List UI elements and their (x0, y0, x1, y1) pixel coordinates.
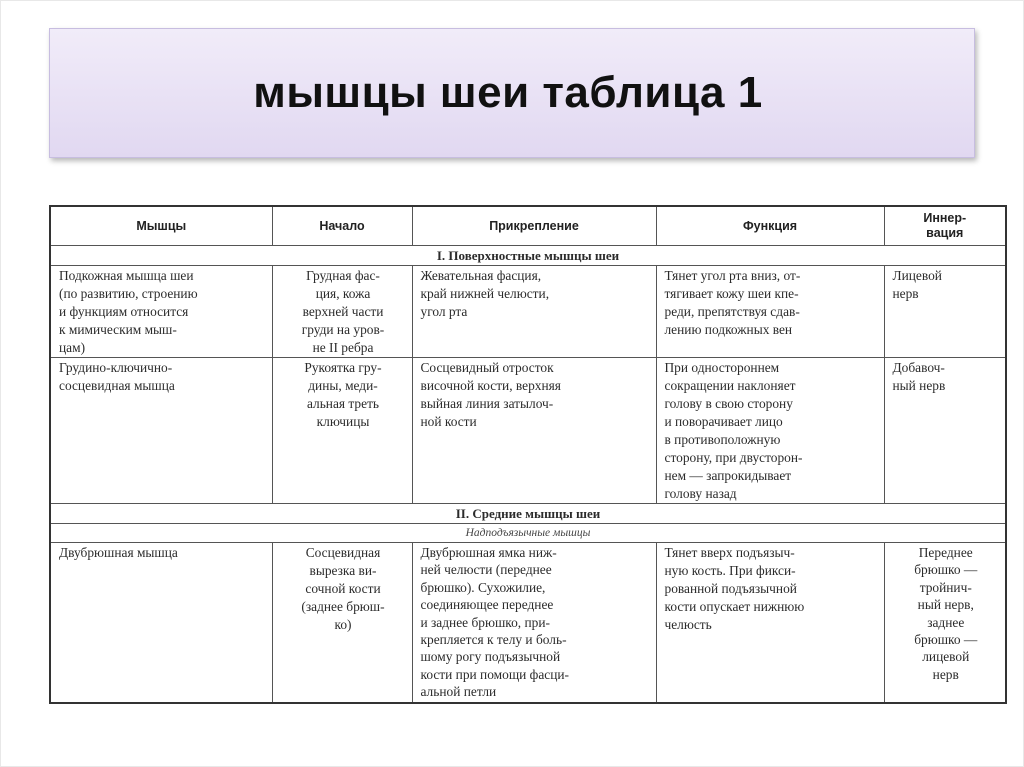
cell-text-line: не II ребра (312, 340, 374, 355)
cell-text-line: угол рта (420, 304, 468, 319)
cell-origin (272, 358, 412, 504)
cell-function (656, 358, 884, 504)
cell-text-line: к мимическим мыш- (59, 322, 177, 337)
cell-text-line: лению подкожных вен (664, 322, 793, 337)
cell-text-line: тройнич- (919, 579, 972, 595)
cell-text-line: ный нерв, (917, 597, 974, 613)
cell-text-line: ный нерв (892, 378, 946, 393)
cell-text-line: голову в свою сторону (664, 396, 793, 411)
cell-text-line: ция, кожа (315, 286, 371, 301)
cell-text-line: нерв (932, 666, 959, 682)
cell-text-line: нерв (892, 286, 919, 301)
cell-text-line: рованной подъязычной (664, 581, 797, 596)
cell-text-line: Двубрюшная ямка ниж- (420, 545, 557, 560)
table-row (50, 266, 1006, 358)
cell-insertion (412, 543, 656, 704)
cell-text-line: брюшко — (914, 562, 978, 578)
cell-text-line: выйная линия затылоч- (420, 396, 554, 411)
cell-text-line: челюсть (664, 617, 712, 632)
cell-text-line: (по развитию, строению (59, 286, 198, 301)
cell-text-line: ключицы (316, 414, 370, 429)
cell-text-line: ко) (334, 617, 352, 632)
cell-text-line: Сосцевидный отросток (420, 360, 554, 375)
cell-innervation (884, 266, 1006, 358)
cell-muscle (50, 266, 272, 358)
table-row (50, 543, 1006, 704)
section-superficial-muscles: I. Поверхностные мышцы шеи (50, 246, 1006, 266)
cell-function (656, 543, 884, 704)
cell-text-line: груди на уров- (301, 322, 385, 337)
cell-text-line: вырезка ви- (309, 563, 377, 578)
cell-text-line: тягивает кожу шеи кпе- (664, 286, 799, 301)
cell-function (656, 266, 884, 358)
cell-text-line: брюшко — (914, 632, 978, 648)
cell-text-line: Двубрюшная мышца (59, 545, 178, 560)
cell-text-line: голову назад (664, 486, 737, 501)
cell-text-line: заднее (927, 614, 965, 630)
cell-insertion (412, 358, 656, 504)
cell-text-line: Добавоч- (892, 360, 945, 375)
title-banner (49, 28, 975, 158)
header-innervation-line1: Иннер- (923, 211, 967, 225)
cell-text-line: (заднее брюш- (301, 599, 385, 614)
section-row (50, 246, 1006, 266)
page-title: мышцы шеи таблица 1 (253, 68, 763, 117)
table-header-row (50, 206, 1006, 246)
cell-text-line: край нижней челюсти, (420, 286, 550, 301)
subsection-suprahyoid-muscles: Надподъязычные мышцы (50, 524, 1006, 543)
subsection-row (50, 524, 1006, 543)
cell-text-line: Тянет угол рта вниз, от- (664, 268, 801, 283)
cell-text-line: лицевой (922, 649, 970, 665)
cell-text-line: и функциям относится (59, 304, 189, 319)
cell-text-line: реди, препятствуя сдав- (664, 304, 800, 319)
cell-text-line: При одностороннем (664, 360, 780, 375)
cell-muscle (50, 543, 272, 704)
cell-innervation (884, 358, 1006, 504)
cell-text-line: кости опускает нижнюю (664, 599, 805, 614)
cell-text-line: цам) (59, 340, 86, 355)
cell-text-line: соединяющее переднее (420, 597, 554, 613)
header-innervation (884, 206, 1006, 246)
header-origin: Начало (272, 206, 412, 246)
cell-text-line: Сосцевидная (305, 545, 381, 560)
header-function: Функция (656, 206, 884, 246)
header-muscles: Мышцы (50, 206, 272, 246)
cell-text-line: Подкожная мышца шеи (59, 268, 194, 283)
cell-text-line: Тянет вверх подъязыч- (664, 545, 795, 560)
cell-insertion (412, 266, 656, 358)
cell-innervation (884, 543, 1006, 704)
header-insertion: Прикрепление (412, 206, 656, 246)
cell-text-line: височной кости, верхняя (420, 378, 561, 393)
cell-text-line: шому рогу подъязычной (420, 649, 561, 665)
cell-text-line: кости при помощи фасци- (420, 666, 569, 682)
cell-text-line: в противоположную (664, 432, 781, 447)
cell-text-line: брюшко). Сухожилие, (420, 579, 546, 595)
table-row (50, 358, 1006, 504)
cell-text-line: ную кость. При фикси- (664, 563, 796, 578)
cell-text-line: сосцевидная мышца (59, 378, 175, 393)
cell-text-line: верхней части (302, 304, 384, 319)
cell-origin (272, 266, 412, 358)
cell-text-line: ней челюсти (переднее (420, 562, 552, 578)
cell-text-line: нем — запрокидывает (664, 468, 792, 483)
header-innervation-line2: вация (926, 226, 964, 240)
cell-text-line: сторону, при двусторон- (664, 450, 803, 465)
cell-text-line: ной кости (420, 414, 477, 429)
cell-text-line: Переднее (918, 545, 973, 560)
cell-text-line: дины, меди- (308, 378, 378, 393)
muscles-table (49, 205, 1007, 704)
cell-muscle (50, 358, 272, 504)
cell-text-line: Жевательная фасция, (420, 268, 542, 283)
cell-text-line: Грудино-ключично- (59, 360, 173, 375)
cell-text-line: альной петли (420, 684, 497, 700)
cell-text-line: крепляется к телу и боль- (420, 632, 567, 648)
cell-text-line: Лицевой (892, 268, 942, 283)
cell-text-line: сокращении наклоняет (664, 378, 796, 393)
cell-text-line: и поворачивает лицо (664, 414, 783, 429)
cell-origin (272, 543, 412, 704)
section-middle-muscles: II. Средние мышцы шеи (50, 504, 1006, 524)
cell-text-line: альная треть (306, 396, 380, 411)
cell-text-line: и заднее брюшко, при- (420, 614, 550, 630)
section-row (50, 504, 1006, 524)
cell-text-line: Рукоятка гру- (304, 360, 382, 375)
cell-text-line: сочной кости (305, 581, 381, 596)
cell-text-line: Грудная фас- (306, 268, 380, 283)
